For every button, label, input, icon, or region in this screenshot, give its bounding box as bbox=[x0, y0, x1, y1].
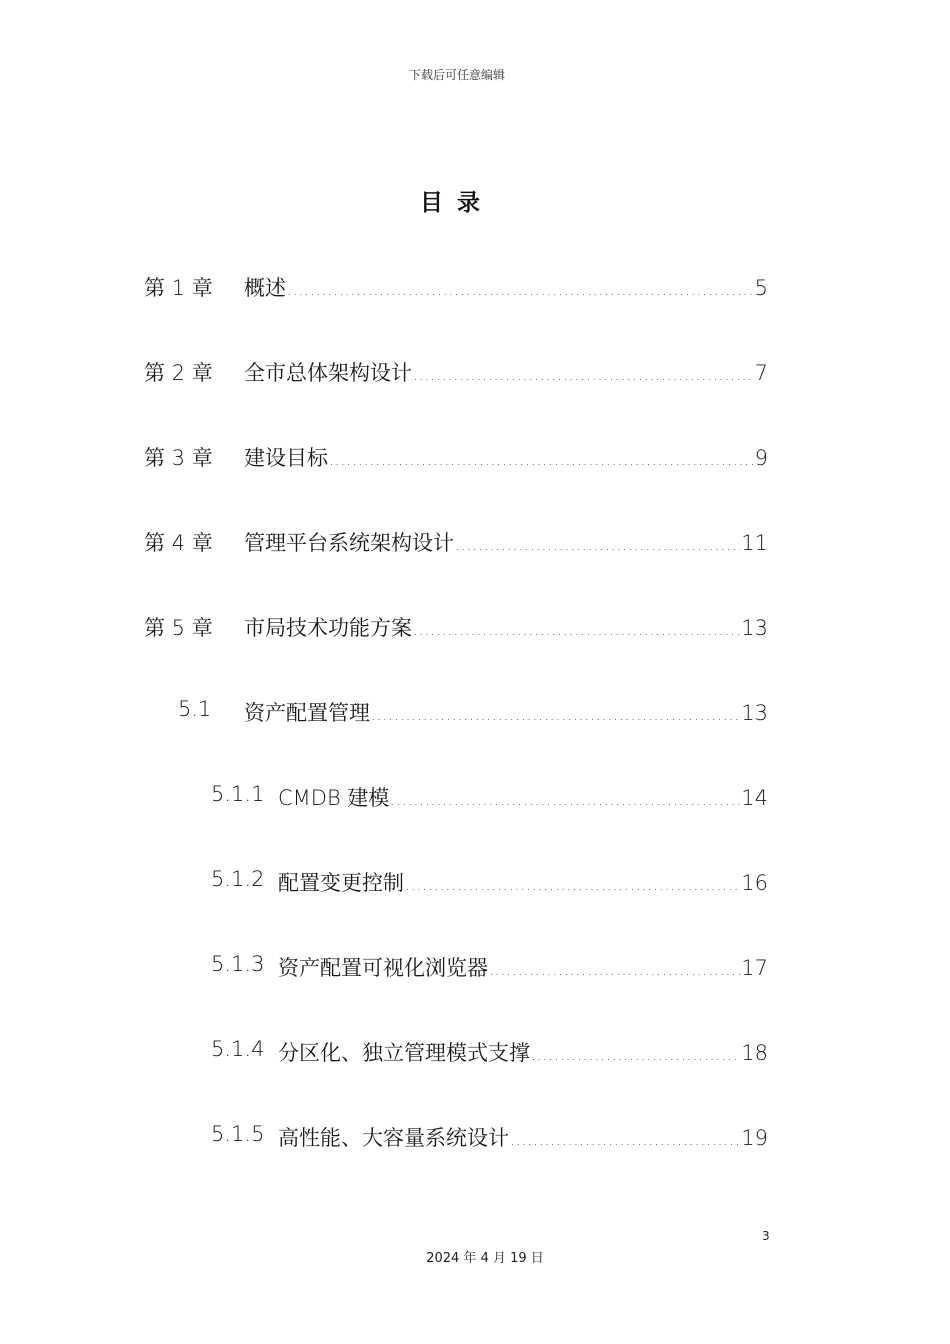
toc-dot-leader bbox=[531, 1046, 740, 1064]
toc-entry-number: 5.1.2 bbox=[211, 867, 265, 891]
toc-entry-number: 5.1.3 bbox=[211, 952, 265, 976]
toc-entry-body bbox=[244, 697, 768, 727]
toc-dot-leader bbox=[510, 1131, 740, 1149]
toc-entry[interactable] bbox=[0, 687, 950, 735]
toc-entry[interactable] bbox=[0, 1112, 950, 1160]
toc-entry-body bbox=[244, 612, 768, 642]
toc-entry-page: 19 bbox=[741, 1126, 768, 1150]
toc-entry[interactable] bbox=[0, 942, 950, 990]
toc-entry-body bbox=[278, 1037, 768, 1067]
toc-dot-leader bbox=[371, 706, 740, 724]
toc-entry-text: 市局技术功能方案 bbox=[244, 616, 412, 640]
toc-entry-text: 资产配置管理 bbox=[244, 701, 370, 725]
toc-entry-body bbox=[244, 272, 768, 302]
toc-entry-text: 资产配置可视化浏览器 bbox=[278, 956, 488, 980]
toc-entry-page: 14 bbox=[741, 786, 768, 810]
toc-entry-number: 第 3 章 bbox=[144, 446, 213, 470]
toc-entry-page: 11 bbox=[741, 531, 768, 555]
toc-entry[interactable] bbox=[0, 262, 950, 310]
toc-entry[interactable] bbox=[0, 347, 950, 395]
page-number: 3 bbox=[762, 1229, 770, 1243]
toc-entry-page: 7 bbox=[754, 361, 768, 385]
toc-entry-body bbox=[244, 442, 768, 472]
toc-entry[interactable] bbox=[0, 517, 950, 565]
toc-entry-number: 5.1 bbox=[178, 697, 212, 721]
toc-entry-body bbox=[278, 1122, 768, 1152]
toc-entry[interactable] bbox=[0, 602, 950, 650]
toc-entry-number: 第 1 章 bbox=[144, 276, 213, 300]
toc-dot-leader bbox=[287, 281, 754, 299]
header-note: 下载后可任意编辑 bbox=[408, 68, 505, 82]
toc-entry[interactable] bbox=[0, 857, 950, 905]
toc-entry-text: 分区化、独立管理模式支撑 bbox=[278, 1041, 530, 1065]
toc-entry-page: 13 bbox=[741, 616, 768, 640]
toc-entry-text: 全市总体架构设计 bbox=[244, 361, 412, 385]
toc-entry-page: 9 bbox=[754, 446, 768, 470]
toc-entry-number: 5.1.1 bbox=[211, 782, 265, 806]
toc-entry[interactable] bbox=[0, 432, 950, 480]
toc-dot-leader bbox=[390, 791, 740, 809]
toc-entry-body bbox=[278, 867, 768, 897]
toc-entry-page: 16 bbox=[741, 871, 768, 895]
toc-entry-body bbox=[278, 782, 768, 812]
toc-entry-number: 第 5 章 bbox=[144, 616, 213, 640]
toc-entry-body bbox=[278, 952, 768, 982]
footer-date: 2024 年 4 月 19 日 bbox=[426, 1251, 544, 1266]
toc-entry-text: 配置变更控制 bbox=[278, 871, 404, 895]
toc-dot-leader bbox=[455, 536, 740, 554]
toc-entry-page: 18 bbox=[741, 1041, 768, 1065]
toc-entry[interactable] bbox=[0, 1027, 950, 1075]
toc-entry-text: 建设目标 bbox=[244, 446, 328, 470]
toc-entry-text: 高性能、大容量系统设计 bbox=[278, 1126, 509, 1150]
toc-entry-number: 5.1.5 bbox=[211, 1122, 265, 1146]
toc-title: 目录 bbox=[420, 190, 494, 216]
toc-dot-leader bbox=[489, 961, 740, 979]
toc-entry-number: 5.1.4 bbox=[211, 1037, 265, 1061]
toc-entry-body bbox=[244, 357, 768, 387]
toc-entry-text: 管理平台系统架构设计 bbox=[244, 531, 454, 555]
toc-entry-number: 第 2 章 bbox=[144, 361, 213, 385]
toc-entry-page: 5 bbox=[754, 276, 768, 300]
toc-dot-leader bbox=[413, 621, 740, 639]
toc-entry-page: 17 bbox=[741, 956, 768, 980]
toc-dot-leader bbox=[413, 366, 754, 384]
toc-dot-leader bbox=[405, 876, 740, 894]
toc-entry-text: 概述 bbox=[244, 276, 286, 300]
toc-entry-page: 13 bbox=[741, 701, 768, 725]
toc-dot-leader bbox=[329, 451, 754, 469]
toc-entry-number: 第 4 章 bbox=[144, 531, 213, 555]
toc-entry-body bbox=[244, 527, 768, 557]
toc-entry[interactable] bbox=[0, 772, 950, 820]
toc-entry-text: CMDB 建模 bbox=[278, 786, 390, 810]
